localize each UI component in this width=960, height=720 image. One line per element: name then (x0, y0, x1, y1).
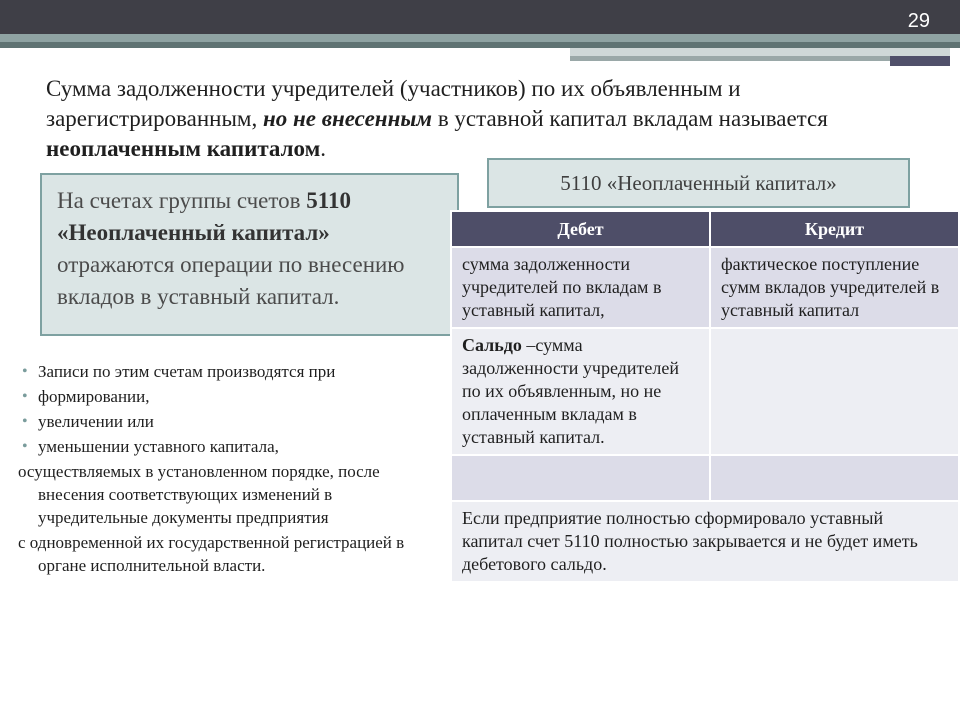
decor-band (570, 56, 890, 61)
box-suffix: отражаются операции по внесению вкладов в уставный капитал. (57, 252, 405, 309)
debit-header: Дебет (451, 211, 710, 247)
decor-band (0, 34, 960, 42)
sub-line: с одновременной их государственной регистрацией в органе исполнительной власти. (18, 533, 405, 575)
balance-cell (451, 328, 710, 455)
empty-cell (710, 455, 959, 501)
note-cell: Если предприятие полностью сформировало уставный капитал счет 5110 полностью закрывается и не будет иметь дебетового сальдо. (451, 501, 959, 582)
list-item: • увеличении или (18, 410, 438, 433)
intro-part1: Сумма задолженности учредителей (участников) по их объявленным и зарегистрированным (46, 76, 741, 131)
balance-label: Сальдо (462, 335, 522, 355)
intro-comma: , (251, 106, 258, 131)
list-item: • уменьшении уставного капитала, (18, 435, 438, 458)
balance-text: –сумма задолженности учредителей по их объявленным, но не оплаченным вкладам в уставный капитал. (462, 335, 679, 447)
top-bar (0, 0, 960, 34)
decor-band (570, 48, 950, 56)
intro-text (46, 74, 926, 164)
credit-cell (710, 328, 959, 455)
credit-header: Кредит (710, 211, 959, 247)
list-item: • Записи по этим счетам производятся при (18, 360, 438, 383)
empty-cell (451, 455, 710, 501)
account-table (450, 210, 960, 583)
account-title: 5110 «Неоплаченный капитал» (560, 170, 837, 195)
table-row (451, 247, 959, 328)
sub-line: осуществляемых в установленном порядке, после внесения соответствующих изменений в учредительные документы предприятия (18, 462, 380, 527)
table-row (451, 328, 959, 455)
account-title-box (487, 158, 910, 208)
box-prefix: На счетах группы счетов (57, 188, 301, 213)
intro-bold: неоплаченным капиталом (46, 136, 321, 161)
intro-end: . (320, 136, 327, 161)
page-number: 29 (907, 10, 930, 32)
table-row (451, 501, 959, 582)
box-account-name: 5110 «Неоплаченный капитал» (57, 188, 351, 245)
intro-part2: в уставной капитал вкладам называется (437, 106, 828, 131)
debit-cell: сумма задолженности учредителей по вкладам в уставный капитал, (451, 247, 710, 328)
credit-cell: фактическое поступление сумм вкладов учредителей в уставный капитал (710, 247, 959, 328)
list-item: • формировании, (18, 385, 438, 408)
account-description-box (40, 173, 459, 336)
records-list (18, 360, 438, 579)
table-row (451, 455, 959, 501)
decor-band (890, 56, 950, 66)
intro-emphasis: но не внесенным (262, 106, 433, 131)
